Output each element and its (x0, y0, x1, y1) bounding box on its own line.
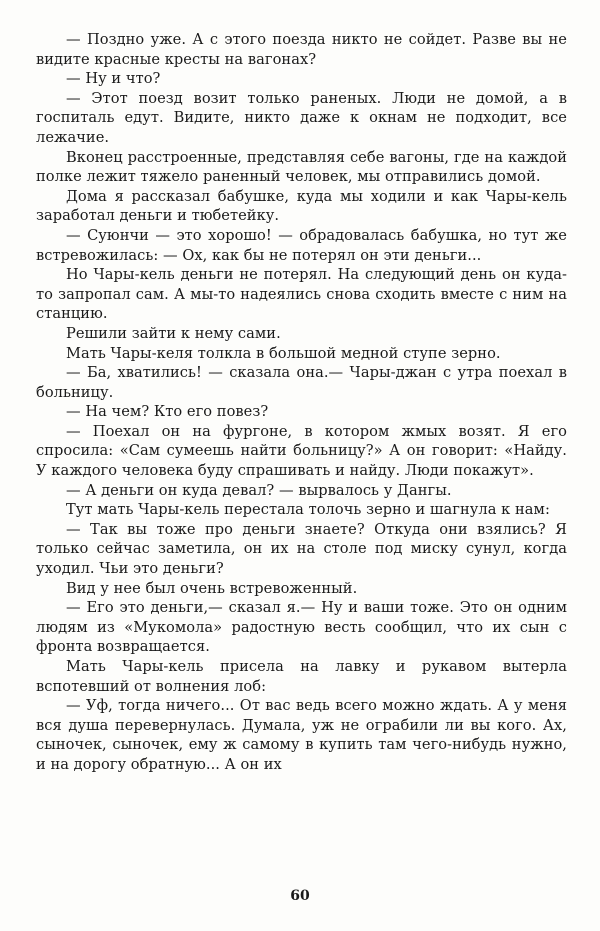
paragraph: — Так вы тоже про деньги знаете? Откуда они взялись? Я только сейчас заметила, он их на столе под миску сунул, когда уходил. Чьи это деньги? (36, 520, 567, 578)
paragraph: Дома я рассказал бабушке, куда мы ходили и как Чары-кель заработал деньги и тюбетейку. (36, 187, 567, 225)
paragraph: Но Чары-кель деньги не потерял. На следующий день он куда-то запропал сам. А мы-то надеялись снова сходить вместе с ним на станцию. (36, 266, 567, 323)
paragraph: Вид у нее был очень встревоженный. (66, 579, 358, 597)
paragraph: — Поехал он на фургоне, в котором жмых возят. Я его спросила: «Сам сумеешь найти больницу?» А он говорит: «Найду. У каждого человека буду спрашивать и найду. Люди покажут». (36, 422, 567, 480)
paragraph: — Уф, тогда ничего... От вас ведь всего можно ждать. А у меня вся душа перевернулась. Думала, уж не ограбили ли вы кого. Ах, сыночек, сыночек, ему ж самому в купить там чего-нибудь нужно, и на дорогу обратную... А он их (36, 697, 567, 773)
paragraph: — Его это деньги,— сказал я.— Ну и ваши тоже. Это он одним людям из «Мукомола» радостную весть сообщил, что их сын с фронта возвращается. (36, 599, 567, 656)
paragraph: Вконец расстроенные, представляя себе вагоны, где на каждой полке лежит тяжело раненный человек, мы отправились домой. (36, 148, 567, 186)
paragraph: Мать Чары-келя толкла в большой медной ступе зерно. (66, 344, 501, 362)
paragraph: — Этот поезд возит только раненых. Люди не домой, а в госпиталь едут. Видите, никто даже к окнам не подходит, все лежачие. (36, 89, 567, 146)
page-number: 60 (290, 888, 310, 904)
paragraph: — А деньги он куда девал? — вырвалось у Дангы. (66, 481, 452, 499)
paragraph: — Ну и что? (66, 70, 161, 88)
paragraph: Тут мать Чары-кель перестала толочь зерно и шагнула к нам: (66, 501, 550, 519)
paragraph: Мать Чары-кель присела на лавку и рукавом вытерла вспотевший от волнения лоб: (36, 658, 567, 695)
paragraph: Решили зайти к нему сами. (66, 324, 281, 342)
page-body-text (36, 30, 567, 775)
paragraph: — Ба, хватились! — сказала она.— Чары-джан с утра поехал в больницу. (36, 364, 567, 401)
paragraph: — Поздно уже. А с этого поезда никто не сойдет. Разве вы не видите красные кресты на вагонах? (36, 31, 567, 68)
paragraph: — Суюнчи — это хорошо! — обрадовалась бабушка, но тут же встревожилась: — Ох, как бы не потерял он эти деньги... (36, 226, 567, 264)
paragraph: — На чем? Кто его повез? (66, 403, 269, 421)
